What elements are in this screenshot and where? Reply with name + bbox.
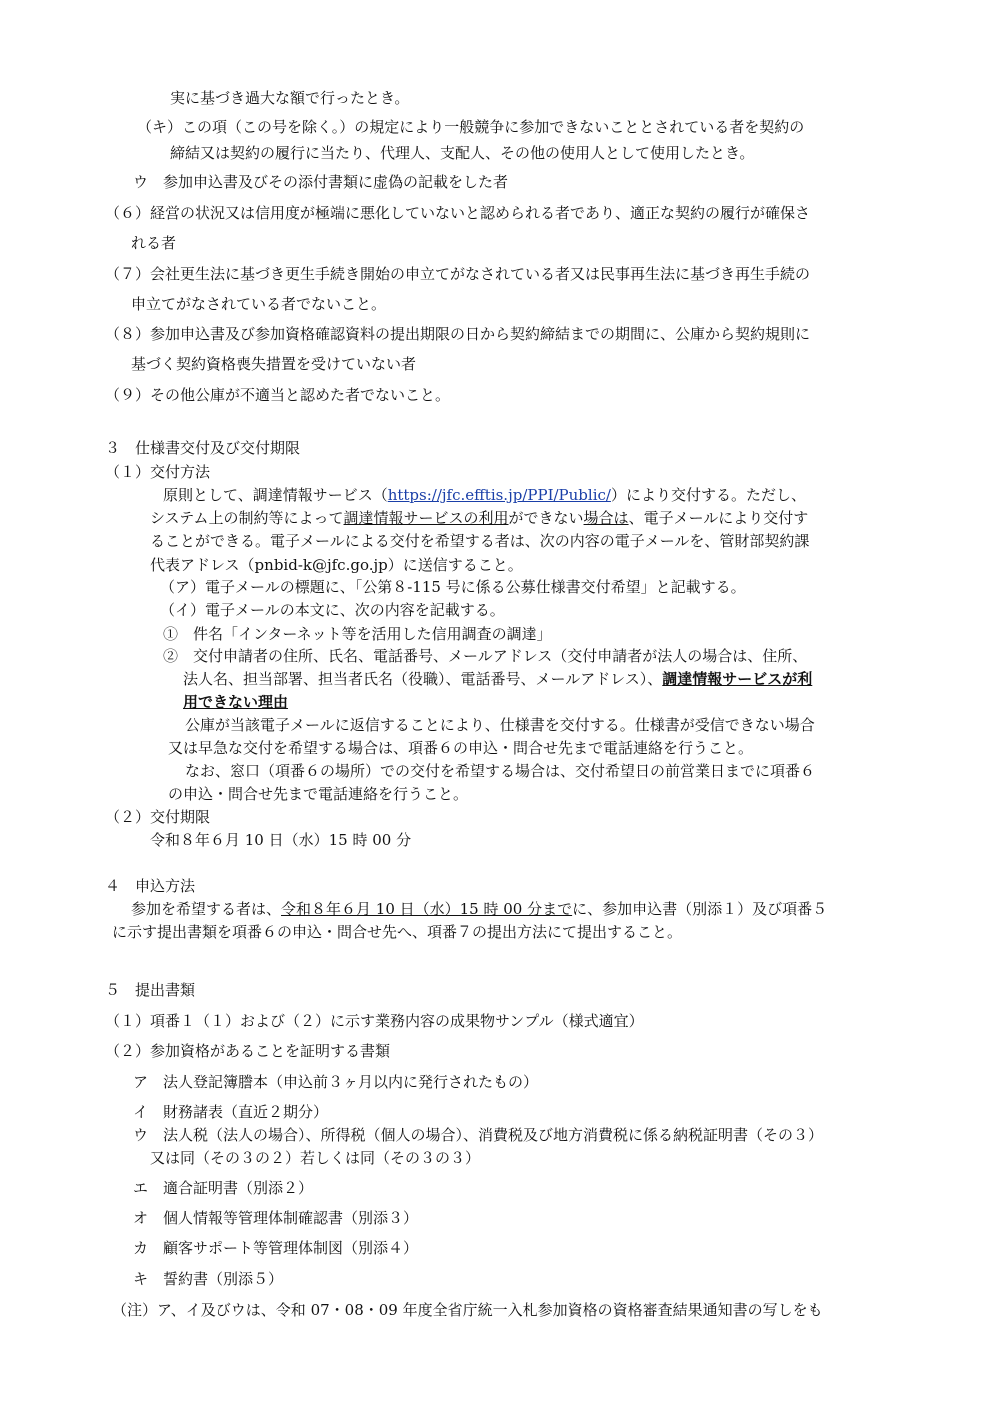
text-line: （６）経営の状況又は信用度が極端に悪化していないと認められる者であり、適正な契約の履行が確保さ [105,204,811,222]
section-3-title: ３ 仕様書交付及び交付期限 [105,439,301,457]
text-line: システム上の制約等によって調達情報サービスの利用ができない場合は、電子メールにより交付す [150,509,809,527]
text-line: ウ 参加申込書及びその添付書類に虚偽の記載をした者 [133,173,509,191]
text-line: （７）会社更生法に基づき更生手続き開始の申立てがなされている者又は民事再生法に基づき再生手続の [105,265,811,283]
text-line: イ 財務諸表（直近２期分） [133,1103,329,1121]
text-line: 原則として、調達情報サービス（https://jfc.efftis.jp/PPI/Public/）により交付する。ただし、 [163,486,806,504]
text-line: （１）項番１（１）および（２）に示す業務内容の成果物サンプル（様式適宜） [105,1012,644,1030]
text-line: 基づく契約資格喪失措置を受けていない者 [131,355,417,373]
text-line: （２）参加資格があることを証明する書類 [105,1042,391,1060]
text-line: 参加を希望する者は、令和８年６月 10 日（水）15 時 00 分までに、参加申込書（別添１）及び項番５ [131,900,828,918]
text-line: に示す提出書類を項番６の申込・問合せ先へ、項番７の提出方法にて提出すること。 [112,923,683,941]
procurement-service-link[interactable]: https://jfc.efftis.jp/PPI/Public/ [387,486,611,504]
text-line: （イ）電子メールの本文に、次の内容を記載する。 [160,601,505,619]
text-line: （ア）電子メールの標題に、「公第８-115 号に係る公募仕様書交付希望」と記載する。 [160,578,746,596]
text-line: 実に基づき過大な額で行ったとき。 [170,89,410,107]
section-3-2-heading: （２）交付期限 [105,808,211,826]
text-line: 令和８年６月 10 日（水）15 時 00 分 [150,831,412,849]
text-line: 又は同（その３の２）若しくは同（その３の３） [150,1149,481,1167]
section-3-1-heading: （１）交付方法 [105,463,211,481]
text-line: ウ 法人税（法人の場合）、所得税（個人の場合）、消費税及び地方消費税に係る納税証明書（その３） [133,1126,824,1144]
text-line: ① 件名「インターネット等を活用した信用調査の調達」 [163,625,552,643]
text-line: キ 誓約書（別添５） [133,1270,284,1288]
section-5-title: ５ 提出書類 [105,981,196,999]
section-4-title: ４ 申込方法 [105,877,196,895]
text-line: 又は早急な交付を希望する場合は、項番６の申込・問合せ先まで電話連絡を行うこと。 [168,739,754,757]
text-line: エ 適合証明書（別添２） [133,1179,314,1197]
text-line: 代表アドレス（pnbid-k@jfc.go.jp）に送信すること。 [150,556,523,574]
text-line: 法人名、担当部署、担当者氏名（役職）、電話番号、メールアドレス）、調達情報サービスが利 [183,670,813,688]
text-line: ア 法人登記簿謄本（申込前３ヶ月以内に発行されたもの） [133,1073,539,1091]
text-line: （９）その他公庫が不適当と認めた者でないこと。 [105,386,451,404]
text-line: 公庫が当該電子メールに返信することにより、仕様書を交付する。仕様書が受信できない場合 [185,716,815,734]
text-line: の申込・問合せ先まで電話連絡を行うこと。 [168,785,469,803]
text-line: 締結又は契約の履行に当たり、代理人、支配人、その他の使用人として使用したとき。 [170,144,755,162]
text-line: 用できない理由 [183,693,289,711]
text-line: 申立てがなされている者でないこと。 [131,295,387,313]
text-line: ることができる。電子メールによる交付を希望する者は、次の内容の電子メールを、管財部契約課 [150,532,810,550]
note-line: （注）ア、イ及びウは、令和 07・08・09 年度全省庁統一入札参加資格の資格審査結果通知書の写しをも [112,1301,823,1319]
text-line: カ 顧客サポート等管理体制図（別添４） [133,1239,419,1257]
text-line: オ 個人情報等管理体制確認書（別添３） [133,1209,419,1227]
text-line: （キ）この項（この号を除く。）の規定により一般競争に参加できないこととされている者を契約の [137,118,805,136]
text-line: れる者 [131,234,177,252]
text-line: （８）参加申込書及び参加資格確認資料の提出期限の日から契約締結までの期間に、公庫から契約規則に [105,325,811,343]
text-line: ② 交付申請者の住所、氏名、電話番号、メールアドレス（交付申請者が法人の場合は、住所、 [163,647,808,665]
text-line: なお、窓口（項番６の場所）での交付を希望する場合は、交付希望日の前営業日までに項番６ [185,762,816,780]
